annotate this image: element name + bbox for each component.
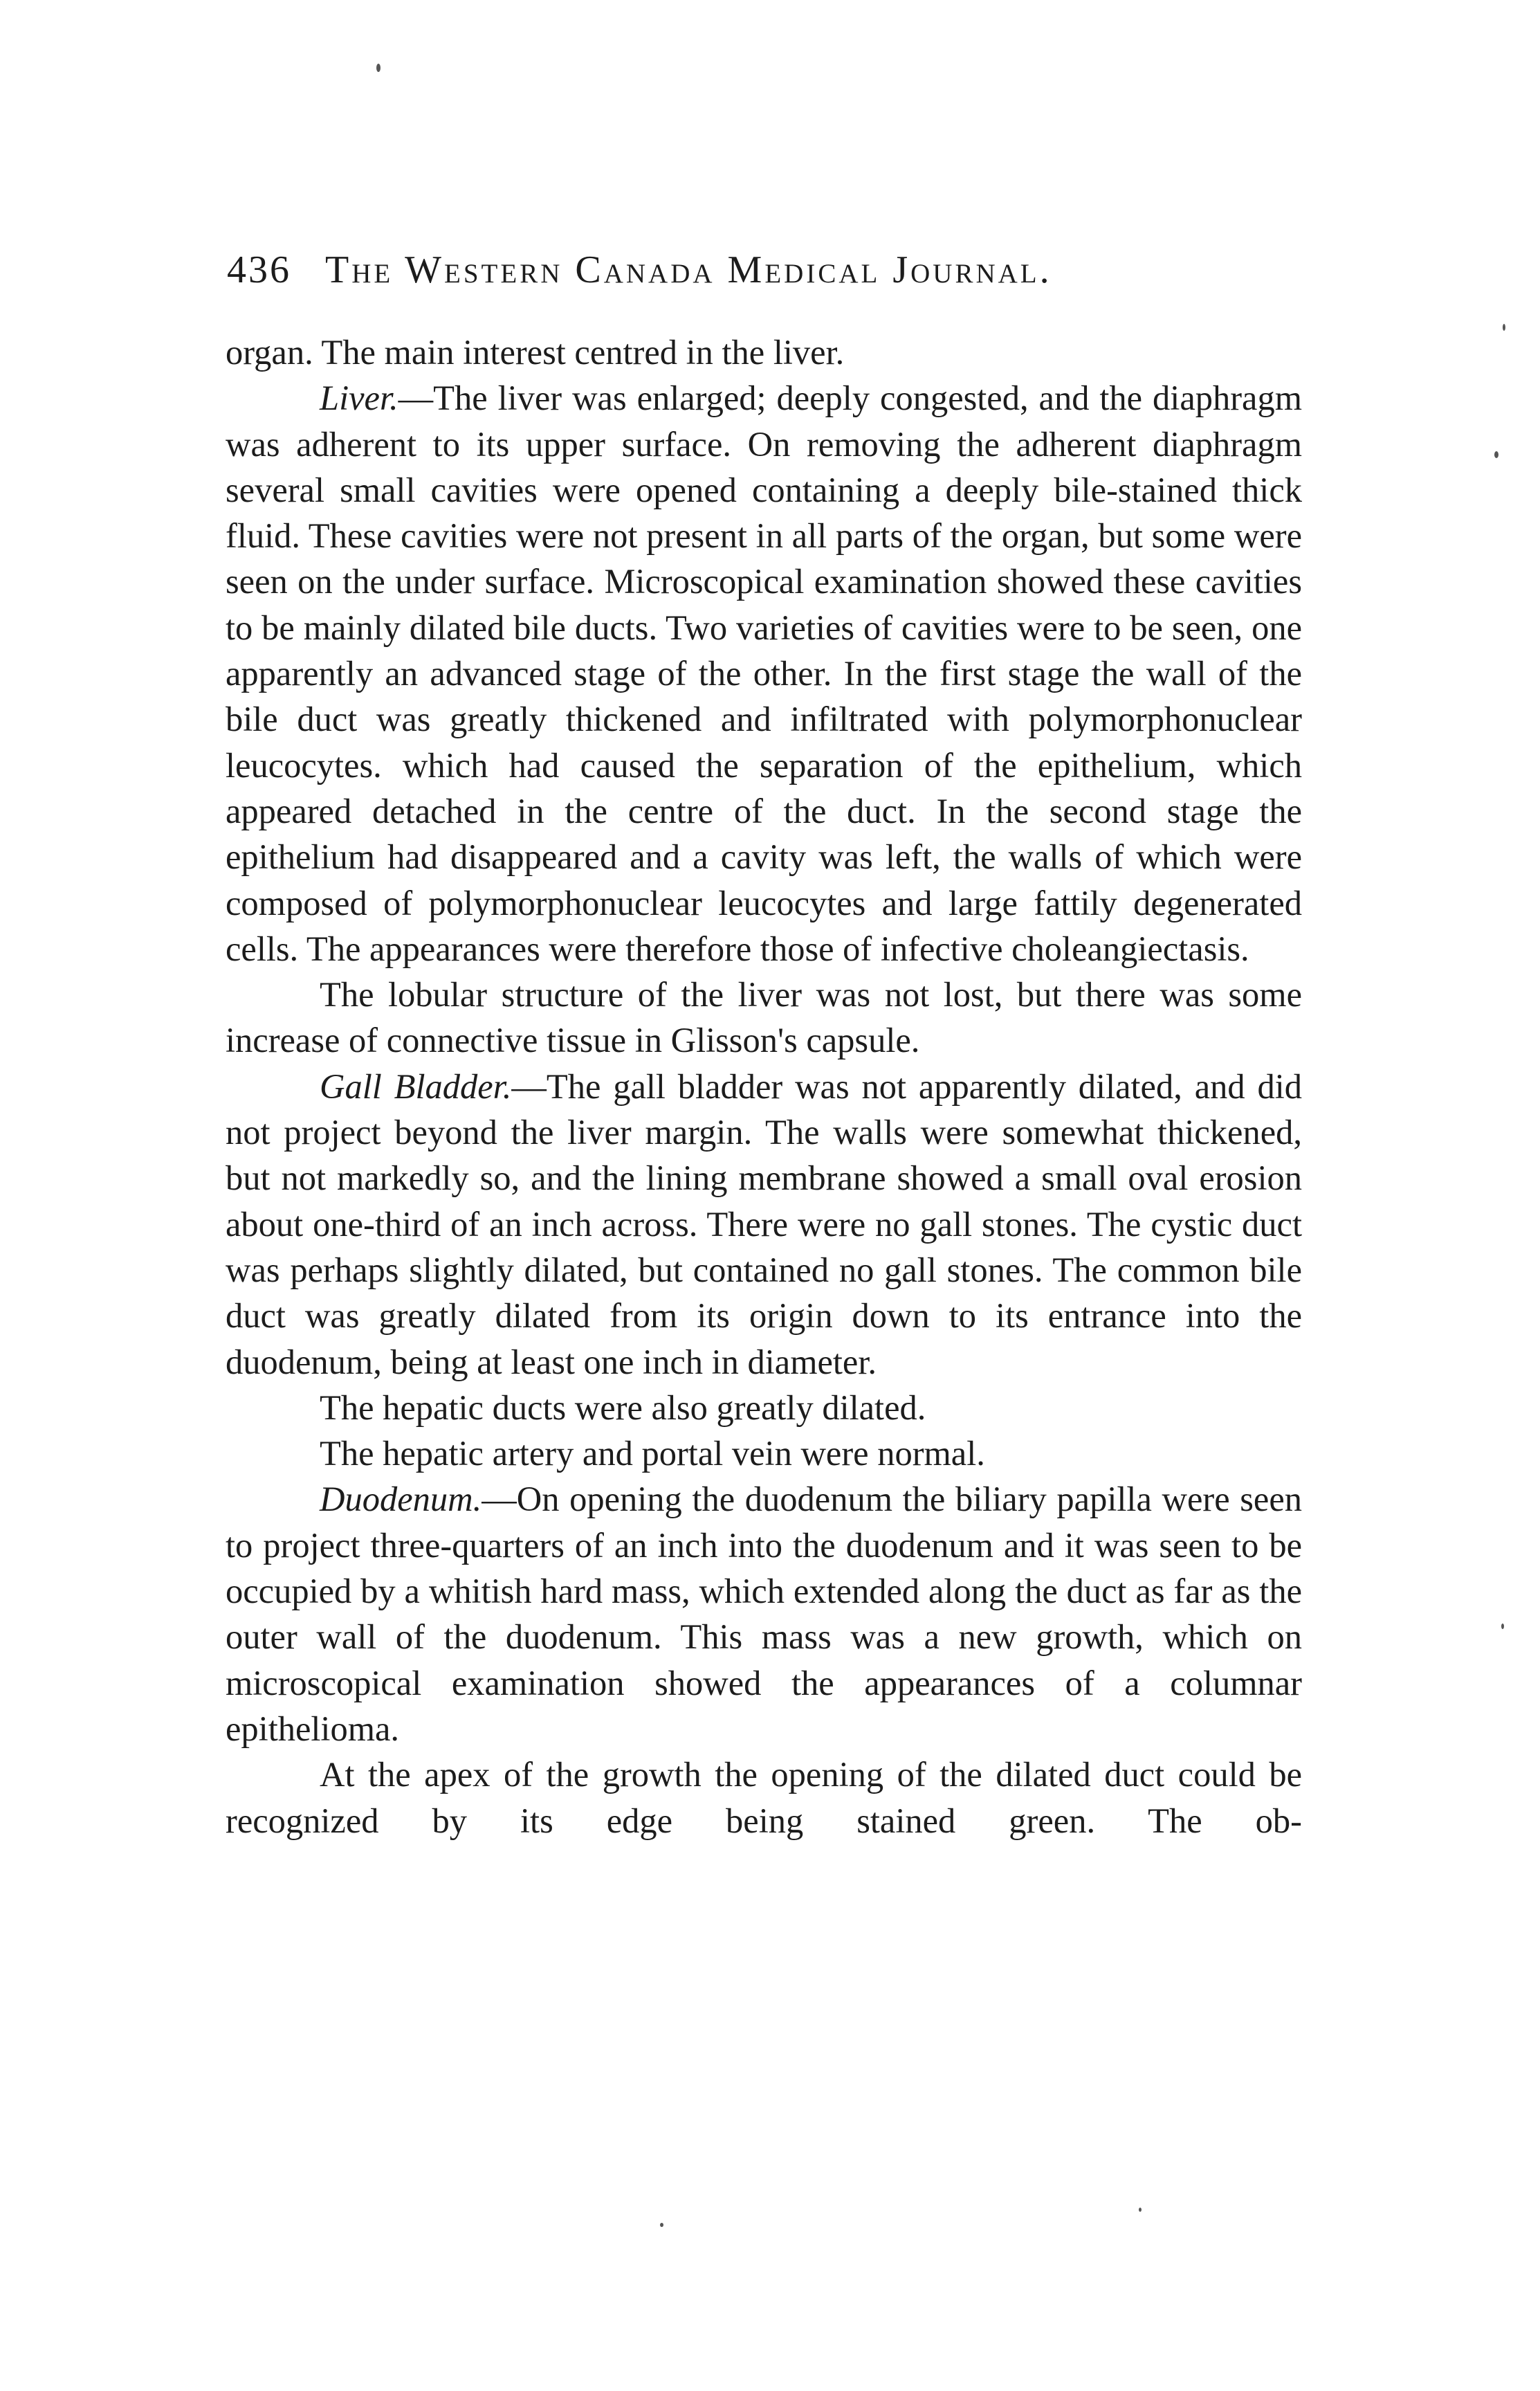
journal-title: The Western Canada Medical Journal. [325, 248, 1052, 291]
paragraph-apex-of-growth [226, 1752, 1302, 1844]
section-title-duodenum: Duodenum. [320, 1480, 482, 1519]
paragraph-text: —The liver was enlarged; deeply congested, and the diaphragm was adherent to its upper surface. On removing the adherent diaphragm several small cavities were opened containing a deeply bile-stained thick fluid. These cavities were not present in all parts of the organ, but some were seen on the under surface. Microscopical examination showed these cavities to be mainly dilated bile ducts. Two varieties of cavities were to be seen, one apparently an advanced stage of the other. In the first stage the wall of the bile duct was greatly thickened and infiltrated with polymorphonuclear leucocytes. which had caused the separation of the epithelium, which appeared detached in the centre of the duct. In the second stage the epithelium had disappeared and a cavity was left, the walls of which were composed of polymorphonuclear leucocytes and large fattily degenerated cells. The appearances were therefore those of infective choleangiectasis. [226, 379, 1302, 968]
scan-speck [376, 64, 381, 72]
scan-speck [660, 2223, 663, 2227]
paragraph-duodenum [226, 1476, 1302, 1752]
paragraph-text: At the apex of the growth the opening of the dilated duct could be recognized by its edge being stained green. The ob- [226, 1755, 1302, 1840]
scan-speck [1503, 324, 1505, 331]
paragraph-text: The hepatic artery and portal vein were normal. [320, 1434, 985, 1473]
scan-speck [1139, 2208, 1142, 2212]
article-body [226, 329, 1302, 1844]
paragraph-text: The lobular structure of the liver was not lost, but there was some increase of connective tissue in Glisson's capsule. [226, 975, 1302, 1060]
page-number: 436 [227, 248, 291, 291]
section-title-liver: Liver. [320, 379, 398, 418]
paragraph-liver [226, 375, 1302, 972]
paragraph-text: —On opening the duodenum the biliary papilla were seen to project three-quarters of an inch into the duodenum and it was seen to be occupied by a whitish hard mass, which extended along the duct as far as the outer wall of the duodenum. This mass was a new growth, which on microscopical examination showed the appearances of a columnar epithelioma. [226, 1480, 1302, 1748]
paragraph-gall-bladder [226, 1064, 1302, 1385]
section-title-gall-bladder: Gall Bladder. [320, 1066, 512, 1106]
paragraph-hepatic-ducts [226, 1385, 1302, 1430]
running-header [227, 239, 1306, 301]
paragraph-lobular-structure [226, 972, 1302, 1064]
paragraph-continuation [226, 329, 1302, 375]
paragraph-text: —The gall bladder was not apparently dilated, and did not project beyond the liver margin. The walls were somewhat thickened, but not markedly so, and the lining membrane showed a small oval erosion about one-third of an inch across. There were no gall stones. The cystic duct was perhaps slightly dilated, but contained no gall stones. The common bile duct was greatly dilated from its origin down to its entrance into the duodenum, being at least one inch in diameter. [226, 1066, 1302, 1381]
scan-speck [1494, 451, 1498, 458]
paragraph-text: organ. The main interest centred in the liver. [226, 333, 845, 372]
paragraph-hepatic-artery [226, 1430, 1302, 1476]
paragraph-text: The hepatic ducts were also greatly dilated. [320, 1388, 926, 1427]
scan-speck [1501, 1624, 1504, 1629]
